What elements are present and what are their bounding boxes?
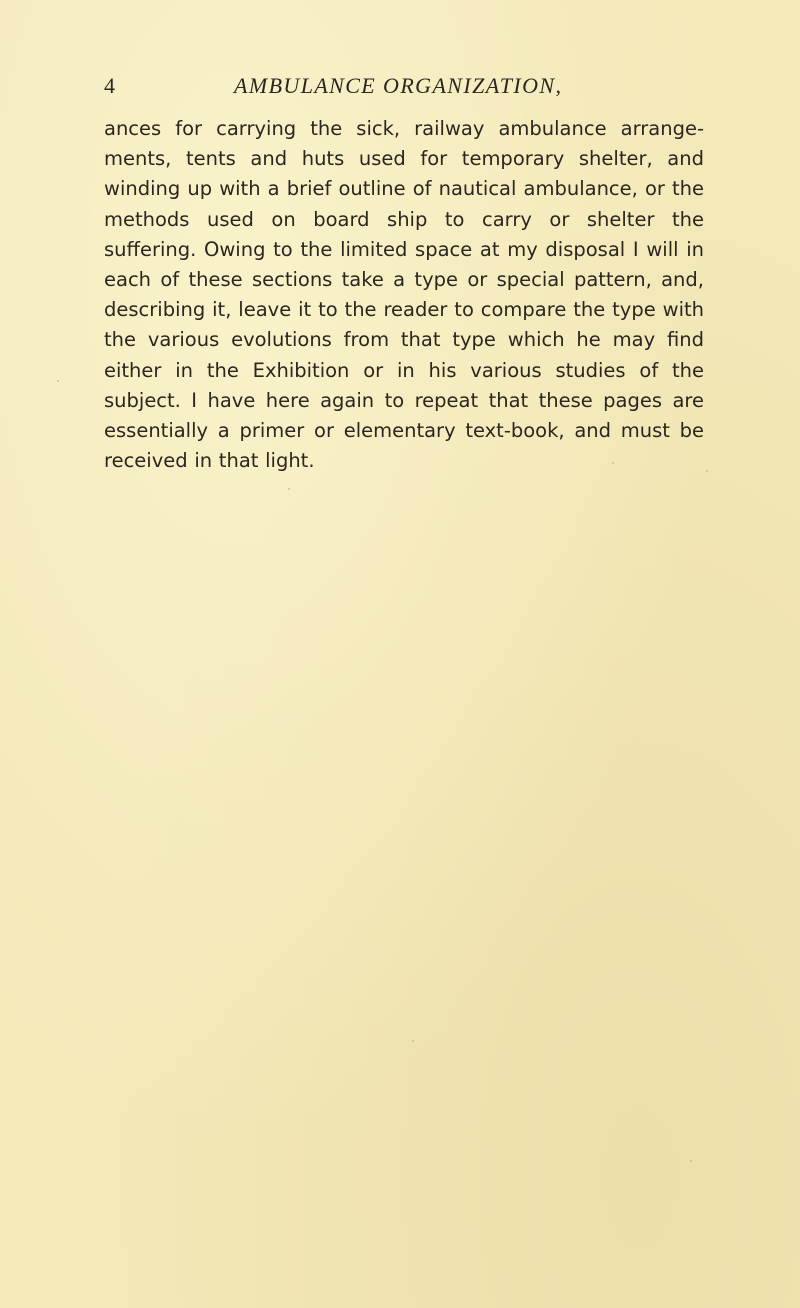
running-head (104, 70, 704, 110)
body-paragraph: ances for carrying the sick, railway ambulance arrange-ments, tents and huts used for temporary shelter, and winding up with a brief outline of nautical ambulance, or the methods used on board ship to carry or shelter the suffering. Owing to the limited space at my disposal I will in each of these sections take a type or special pattern, and, describing it, leave it to the reader to compare the type with the various evolutions from that type which he may find either in the Exhibition or in his various studies of the subject. I have here again to repeat that these pages are essentially a primer or elementary text-book, and must be received in that light. (104, 117, 704, 473)
page-number: 4 (104, 73, 115, 98)
running-title: AMBULANCE ORGANIZATION, (234, 73, 563, 98)
